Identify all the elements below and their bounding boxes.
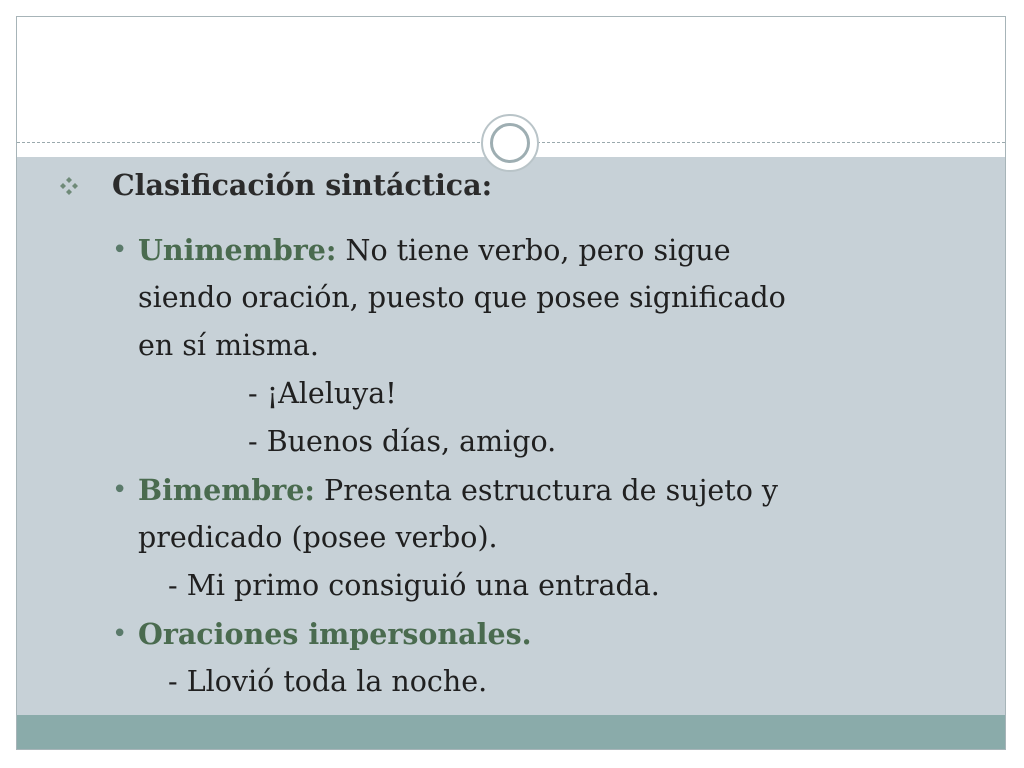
four-diamond-icon [60, 177, 78, 195]
item-term: Oraciones impersonales. [138, 617, 532, 651]
item-text: Presenta estructura de sujeto y [314, 474, 779, 507]
section-heading: Clasificación sintáctica: [112, 168, 493, 202]
item-line [138, 226, 731, 275]
example-text: - Mi primo consiguió una entrada. [168, 569, 660, 602]
item-line [138, 610, 532, 659]
example-text: - Llovió toda la noche. [168, 665, 488, 698]
example-text: - ¡Aleluya! [248, 377, 397, 410]
item-term: Unimembre: [138, 233, 337, 267]
bullet-dot-icon: • [112, 475, 128, 505]
example-text: - Buenos días, amigo. [248, 425, 557, 458]
item-text: No tiene verbo, pero sigue [336, 234, 731, 267]
bullet-dot-icon: • [112, 235, 128, 265]
item-term: Bimembre: [138, 473, 315, 507]
item-line [138, 466, 778, 515]
bullet-dot-icon: • [112, 619, 128, 649]
item-text: en sí misma. [138, 329, 319, 362]
item-text: siendo oración, puesto que posee significado [138, 281, 786, 314]
item-text: predicado (posee verbo). [138, 521, 498, 554]
